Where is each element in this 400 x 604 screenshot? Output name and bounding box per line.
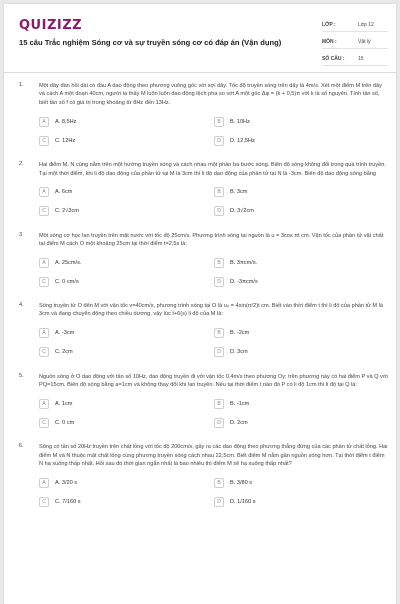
- answer-letter-box: C: [39, 206, 49, 216]
- meta-row-subject: [322, 35, 388, 49]
- question-item: [19, 82, 389, 147]
- header-divider: [4, 72, 396, 73]
- answer-option[interactable]: [39, 397, 214, 410]
- question-text: Một dây đàn hồi dài có đầu A dao động theo phương vuông góc với sợi dây. Tốc độ truyền sóng trên dây là 4m/s. Xét một điểm M trên dây và cách A một đoạn 40cm, người ta thấy M luôn luôn dao động lệch pha so với A một góc Δφ = (k + 0,5)π với k là số nguyên. Tính tần số, biết tần số f có giá trị trong khoảng từ 8Hz đến 13Hz.: [39, 83, 382, 106]
- answer-text: D. 3cm: [230, 349, 248, 356]
- answer-text: C. 2√3cm: [55, 208, 79, 215]
- answer-option[interactable]: [214, 327, 389, 340]
- question-text: Hai điểm M, N cùng nằm trên một hướng truyền sóng và cách nhau một phần ba bước sóng. Biên độ sóng không đổi trong quá trình truyền. Tại một thời điểm, khi li độ dao động của phần tử tại M là 3cm thì li độ dao động của phần tử tại N là -3cm. Biên độ dao động sóng bằng: [39, 162, 386, 177]
- answer-options: [39, 397, 389, 429]
- question-item: [19, 232, 389, 289]
- answer-letter-box: B: [214, 328, 224, 338]
- answer-option[interactable]: [214, 397, 389, 410]
- answer-letter-box: B: [214, 117, 224, 127]
- answer-letter-box: D: [214, 277, 224, 287]
- question-text: Sóng truyền từ O đến M với vận tốc v=40cm/s, phương trình sóng tại O là u₀ = 4sin(π/2)t cm. Biết vào thời điểm t thì li độ của phần tử M là 3cm và đang chuyển động theo chiều dương, vậy lúc t+6(s) li độ của M là:: [39, 302, 384, 318]
- page-title: 15 câu Trắc nghiệm Sóng cơ và sự truyền sóng cơ có đáp án (Vận dụng): [19, 38, 282, 47]
- answer-option[interactable]: [214, 257, 389, 270]
- question-number: 5.: [19, 372, 24, 379]
- answer-text: D. 2cm: [230, 419, 248, 426]
- answer-letter-box: C: [39, 497, 49, 507]
- meta-key: SỐ CÂU :: [322, 55, 345, 62]
- answer-option[interactable]: [39, 257, 214, 270]
- answer-option[interactable]: [214, 416, 389, 429]
- answer-letter-box: B: [214, 187, 224, 197]
- answer-letter-box: C: [39, 136, 49, 146]
- question-item: [19, 443, 389, 508]
- answer-letter-box: D: [214, 206, 224, 216]
- question-item: [19, 373, 389, 430]
- answer-option[interactable]: [39, 205, 214, 218]
- answer-letter-box: D: [214, 497, 224, 507]
- answer-option[interactable]: [39, 186, 214, 199]
- answer-text: B. -1cm: [230, 400, 250, 407]
- answer-letter-box: A: [39, 117, 49, 127]
- answer-options: [39, 257, 389, 289]
- answer-letter-box: A: [39, 187, 49, 197]
- question-text: Sóng có tần số 20Hz truyền trên chất lỏng với tốc độ 200cm/s, gây ra các dao động theo phương thẳng đứng của các phần tử chất lỏng. Hai điểm M và N thuộc mặt chất lỏng cùng phương truyền sóng cách nhau 22,5cm. Biết điểm M nằm gần nguồn sóng hơn. Tại thời điểm t điểm N hạ xuống thấp nhất. Hỏi sau đó thời gian ngắn nhất là bao nhiêu thì điểm M sẽ hạ xuống thấp nhất?: [39, 444, 388, 468]
- answer-text: D. 3√2cm: [230, 208, 254, 215]
- answer-option[interactable]: [214, 495, 389, 508]
- meta-row-count: [322, 52, 388, 66]
- answer-option[interactable]: [39, 346, 214, 359]
- answer-option[interactable]: [214, 205, 389, 218]
- answer-option[interactable]: [214, 115, 389, 128]
- meta-row-class: [322, 18, 388, 32]
- question-number: 2.: [19, 161, 24, 168]
- answer-letter-box: B: [214, 258, 224, 268]
- worksheet-page: [4, 4, 396, 604]
- meta-key: MÔN :: [322, 38, 337, 45]
- meta-value: Lớp 12: [358, 21, 374, 28]
- question-item: [19, 161, 389, 218]
- answer-text: A. 8,5Hz: [55, 118, 77, 125]
- answer-option[interactable]: [39, 115, 214, 128]
- answer-option[interactable]: [39, 327, 214, 340]
- answer-option[interactable]: [214, 134, 389, 147]
- question-list: [19, 82, 389, 508]
- meta-info: [322, 18, 388, 69]
- answer-text: A. -3cm: [55, 330, 75, 337]
- answer-text: D. 12,5Hz: [230, 137, 255, 144]
- question-number: 1.: [19, 82, 24, 88]
- answer-option[interactable]: [214, 346, 389, 359]
- answer-text: B. 3πcm/s.: [230, 260, 258, 267]
- question-number: 6.: [19, 443, 24, 450]
- answer-text: D. 1/160 s: [230, 498, 256, 505]
- meta-value: Vật lý: [358, 38, 371, 45]
- answer-text: A. 3/20 s: [55, 479, 78, 486]
- answer-option[interactable]: [39, 495, 214, 508]
- answer-letter-box: C: [39, 418, 49, 428]
- quizizz-logo: QUIZIZZ: [19, 18, 83, 33]
- meta-key: LỚP :: [322, 21, 336, 28]
- answer-letter-box: C: [39, 347, 49, 357]
- answer-letter-box: A: [39, 328, 49, 338]
- answer-text: A. 25cm/s.: [55, 260, 82, 267]
- answer-option[interactable]: [39, 416, 214, 429]
- answer-option[interactable]: [39, 276, 214, 289]
- answer-text: A. 6cm: [55, 189, 73, 196]
- answer-letter-box: D: [214, 136, 224, 146]
- answer-option[interactable]: [39, 134, 214, 147]
- answer-text: C. 0 cm/s: [55, 279, 79, 286]
- answer-text: C. 12Hz: [55, 137, 76, 144]
- answer-text: C. 0 cm: [55, 419, 75, 426]
- answer-option[interactable]: [214, 476, 389, 489]
- question-text: Nguồn sóng ở O dao động với tần số 10Hz, dao động truyền đi với vận tốc 0,4m/s theo phương Oy; trên phương này có hai điểm P và Q với PQ=15cm. Biên độ sóng bằng a=1cm và không thay đổi khi lan truyền. Nếu tại thời điểm t nào đó P có li độ 1cm thì li độ tại Q là:: [39, 373, 388, 388]
- answer-letter-box: B: [214, 478, 224, 488]
- answer-text: C. 7/160 s: [55, 498, 81, 505]
- question-number: 3.: [19, 231, 24, 238]
- answer-options: [39, 186, 389, 218]
- meta-value: 15: [358, 55, 364, 62]
- answer-letter-box: A: [39, 399, 49, 409]
- answer-text: B. 3cm: [230, 189, 248, 196]
- answer-text: B. 10Hz: [230, 118, 250, 125]
- answer-options: [39, 476, 389, 508]
- answer-text: C. 2cm: [55, 349, 73, 356]
- answer-option[interactable]: [39, 476, 214, 489]
- answer-options: [39, 115, 389, 147]
- answer-letter-box: D: [214, 418, 224, 428]
- answer-options: [39, 327, 389, 359]
- answer-letter-box: D: [214, 347, 224, 357]
- answer-text: B. 3/80 s: [230, 479, 253, 486]
- answer-letter-box: A: [39, 258, 49, 268]
- answer-text: D. -3πcm/s: [230, 279, 258, 286]
- answer-option[interactable]: [214, 276, 389, 289]
- answer-text: B. -2cm: [230, 330, 250, 337]
- answer-text: A. 1cm: [55, 400, 73, 407]
- question-item: [19, 302, 389, 359]
- answer-option[interactable]: [214, 186, 389, 199]
- answer-letter-box: C: [39, 277, 49, 287]
- question-number: 4.: [19, 301, 24, 308]
- answer-letter-box: B: [214, 399, 224, 409]
- question-text: Một sóng cơ học lan truyền trên mặt nước với tốc độ 25cm/s. Phương trình sóng tại nguồn là u = 3cos πt cm. Vận tốc của phần tử vật chất tại điểm M cách O một khoảng 25cm tại thời điểm t=2,5s là:: [39, 232, 384, 248]
- answer-letter-box: A: [39, 478, 49, 488]
